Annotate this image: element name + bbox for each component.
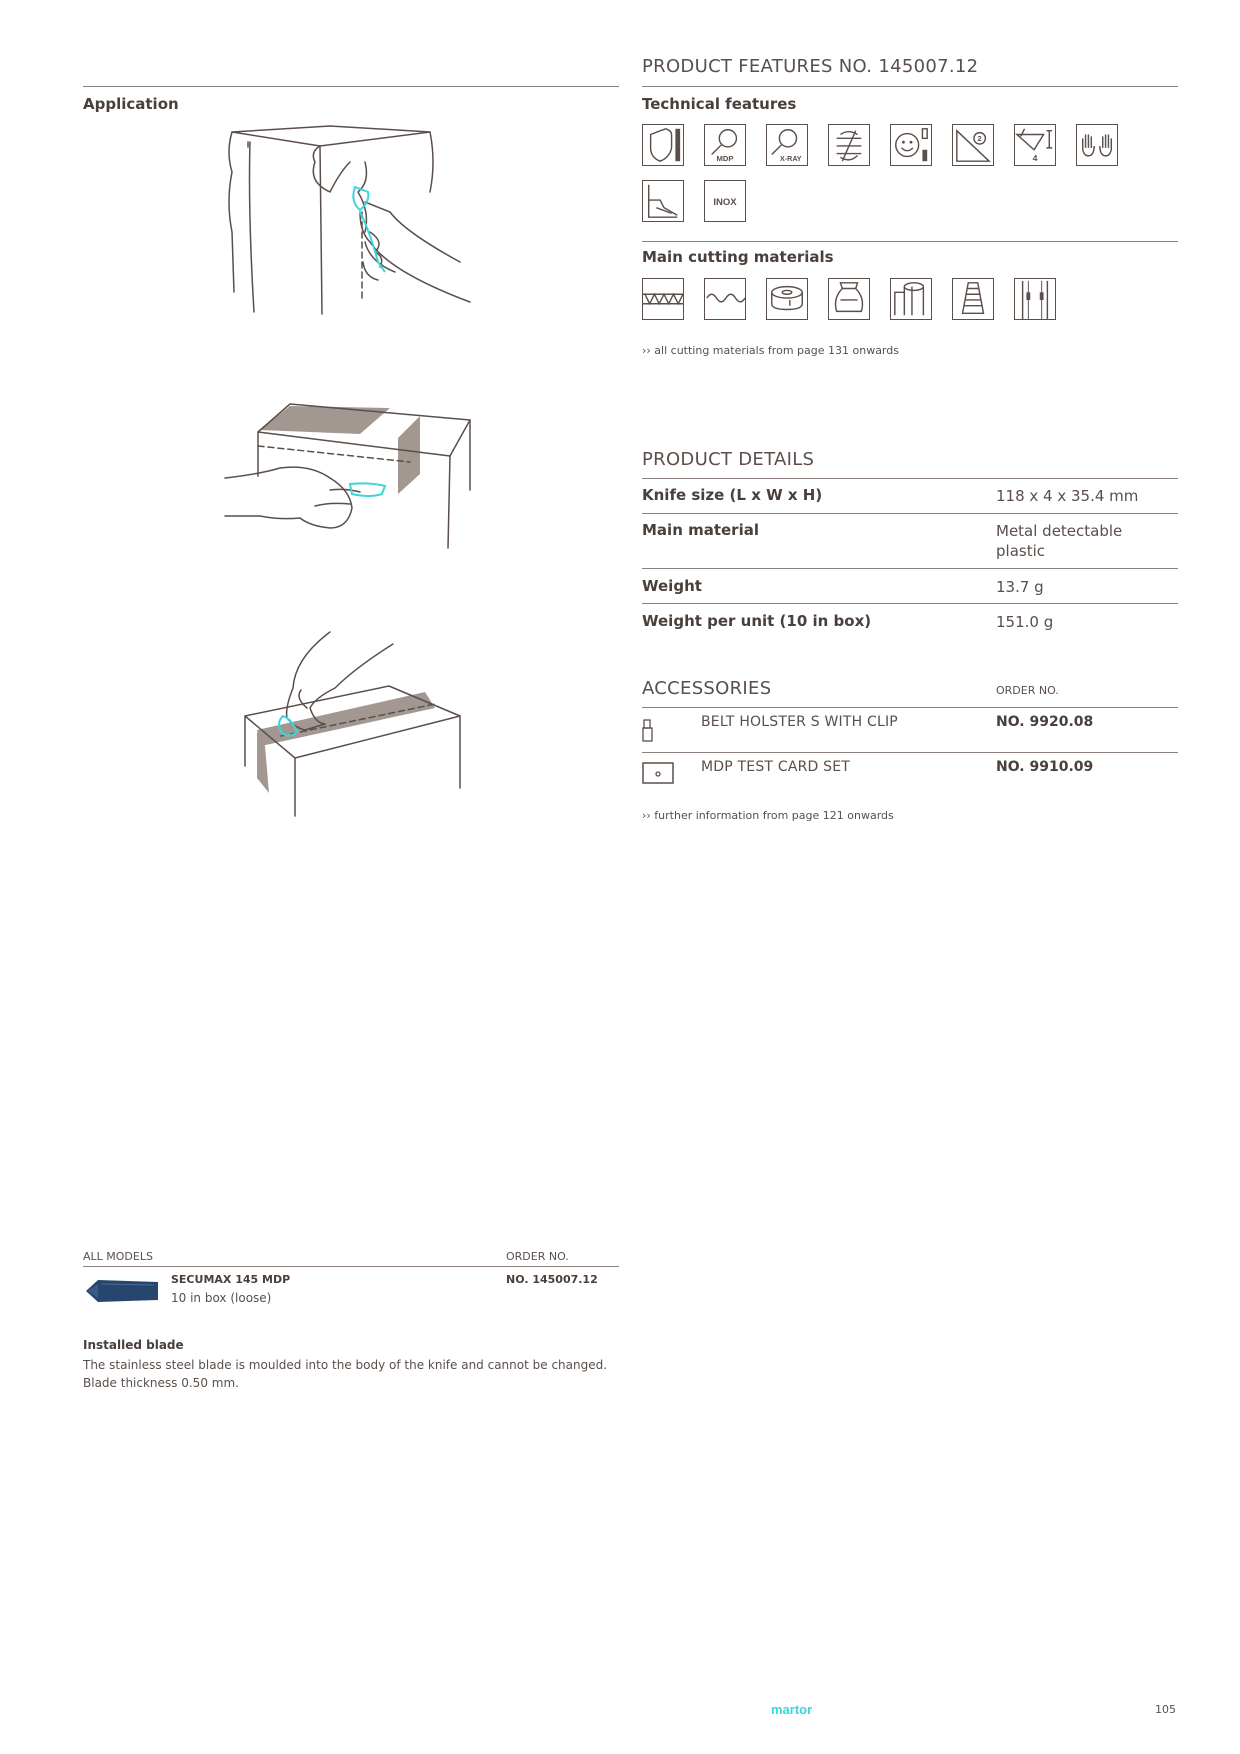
svg-text:MDP: MDP (716, 154, 734, 164)
model-sub: 10 in box (loose) (171, 1291, 272, 1305)
svg-text:4: 4 (1032, 153, 1038, 164)
brand-logo: martor (771, 1702, 813, 1717)
svg-text:2: 2 (977, 134, 982, 144)
blade-thickness: Blade thickness 0.50 mm. (83, 1376, 239, 1390)
materials-rule (642, 241, 1178, 242)
technical-features-heading: Technical features (642, 95, 797, 113)
blade-description: The stainless steel blade is moulded into the body of the knife and cannot be changed. (83, 1358, 608, 1372)
model-order-no: NO. 145007.12 (506, 1273, 598, 1286)
application-illustration-box-top (235, 628, 465, 818)
yarn-spool-icon (952, 278, 994, 320)
inox-icon (704, 180, 746, 222)
models-header-left: ALL MODELS (83, 1250, 153, 1263)
models-header-right: ORDER NO. (506, 1250, 569, 1263)
cutting-depth-4-icon (1014, 124, 1056, 166)
svg-text:INOX: INOX (713, 196, 737, 208)
detail-value-weight: 13.7 g (996, 578, 1044, 596)
application-illustration-box-side (220, 398, 480, 558)
smiley-icon (890, 124, 932, 166)
detail-value-weight-per-unit: 151.0 g (996, 613, 1054, 631)
test-card-icon (642, 762, 674, 784)
xray-icon (766, 124, 808, 166)
accessory-order-no: NO. 9920.08 (996, 714, 1094, 730)
svg-text:X-RAY: X-RAY (780, 155, 802, 164)
detail-label-weight: Weight (642, 577, 702, 595)
accessory-name[interactable]: MDP TEST CARD SET (701, 759, 851, 775)
blade-heading: Installed blade (83, 1338, 184, 1352)
accessories-rule (642, 752, 1178, 753)
page-number: 105 (1155, 1703, 1176, 1716)
angle-2-icon (952, 124, 994, 166)
cardboard-icon (642, 278, 684, 320)
tape-icon (766, 278, 808, 320)
application-rule (83, 86, 619, 87)
foil-icon (704, 278, 746, 320)
strapping-icon (1014, 278, 1056, 320)
blade-slice-icon (642, 180, 684, 222)
accessories-note[interactable]: ›› further information from page 121 onwards (642, 809, 894, 822)
detail-label-weight-per-unit: Weight per unit (10 in box) (642, 612, 872, 630)
detail-value-knife-size: 118 x 4 x 35.4 mm (996, 487, 1139, 505)
recycle-cross-icon (828, 124, 870, 166)
materials-heading: Main cutting materials (642, 248, 834, 266)
detail-label-knife-size: Knife size (L x W x H) (642, 486, 823, 504)
application-illustration-pallet (220, 122, 480, 322)
models-rule (83, 1266, 619, 1267)
accessories-title: ACCESSORIES (642, 678, 772, 699)
knife-product-image (84, 1276, 159, 1306)
features-title: PRODUCT FEATURES NO. 145007.12 (642, 56, 979, 77)
mdp-icon (704, 124, 746, 166)
detail-label-main-material: Main material (642, 521, 759, 539)
materials-note[interactable]: ›› all cutting materials from page 131 onwards (642, 344, 899, 357)
accessory-order-no: NO. 9910.09 (996, 759, 1094, 775)
details-rule-top (642, 478, 1178, 479)
details-rule (642, 568, 1178, 569)
details-title: PRODUCT DETAILS (642, 449, 815, 470)
bag-icon (828, 278, 870, 320)
model-name[interactable]: SECUMAX 145 MDP (171, 1273, 291, 1286)
hands-icon (1076, 124, 1118, 166)
details-rule (642, 513, 1178, 514)
accessories-order-header: ORDER NO. (996, 684, 1059, 697)
holster-icon (642, 718, 654, 742)
safety-shield-icon (642, 124, 684, 166)
application-heading: Application (83, 95, 179, 113)
accessories-rule-top (642, 707, 1178, 708)
features-rule (642, 86, 1178, 87)
detail-value-main-material: Metal detectable plastic (996, 522, 1123, 560)
details-rule (642, 603, 1178, 604)
paper-roll-icon (890, 278, 932, 320)
accessory-name[interactable]: BELT HOLSTER S WITH CLIP (701, 714, 898, 730)
